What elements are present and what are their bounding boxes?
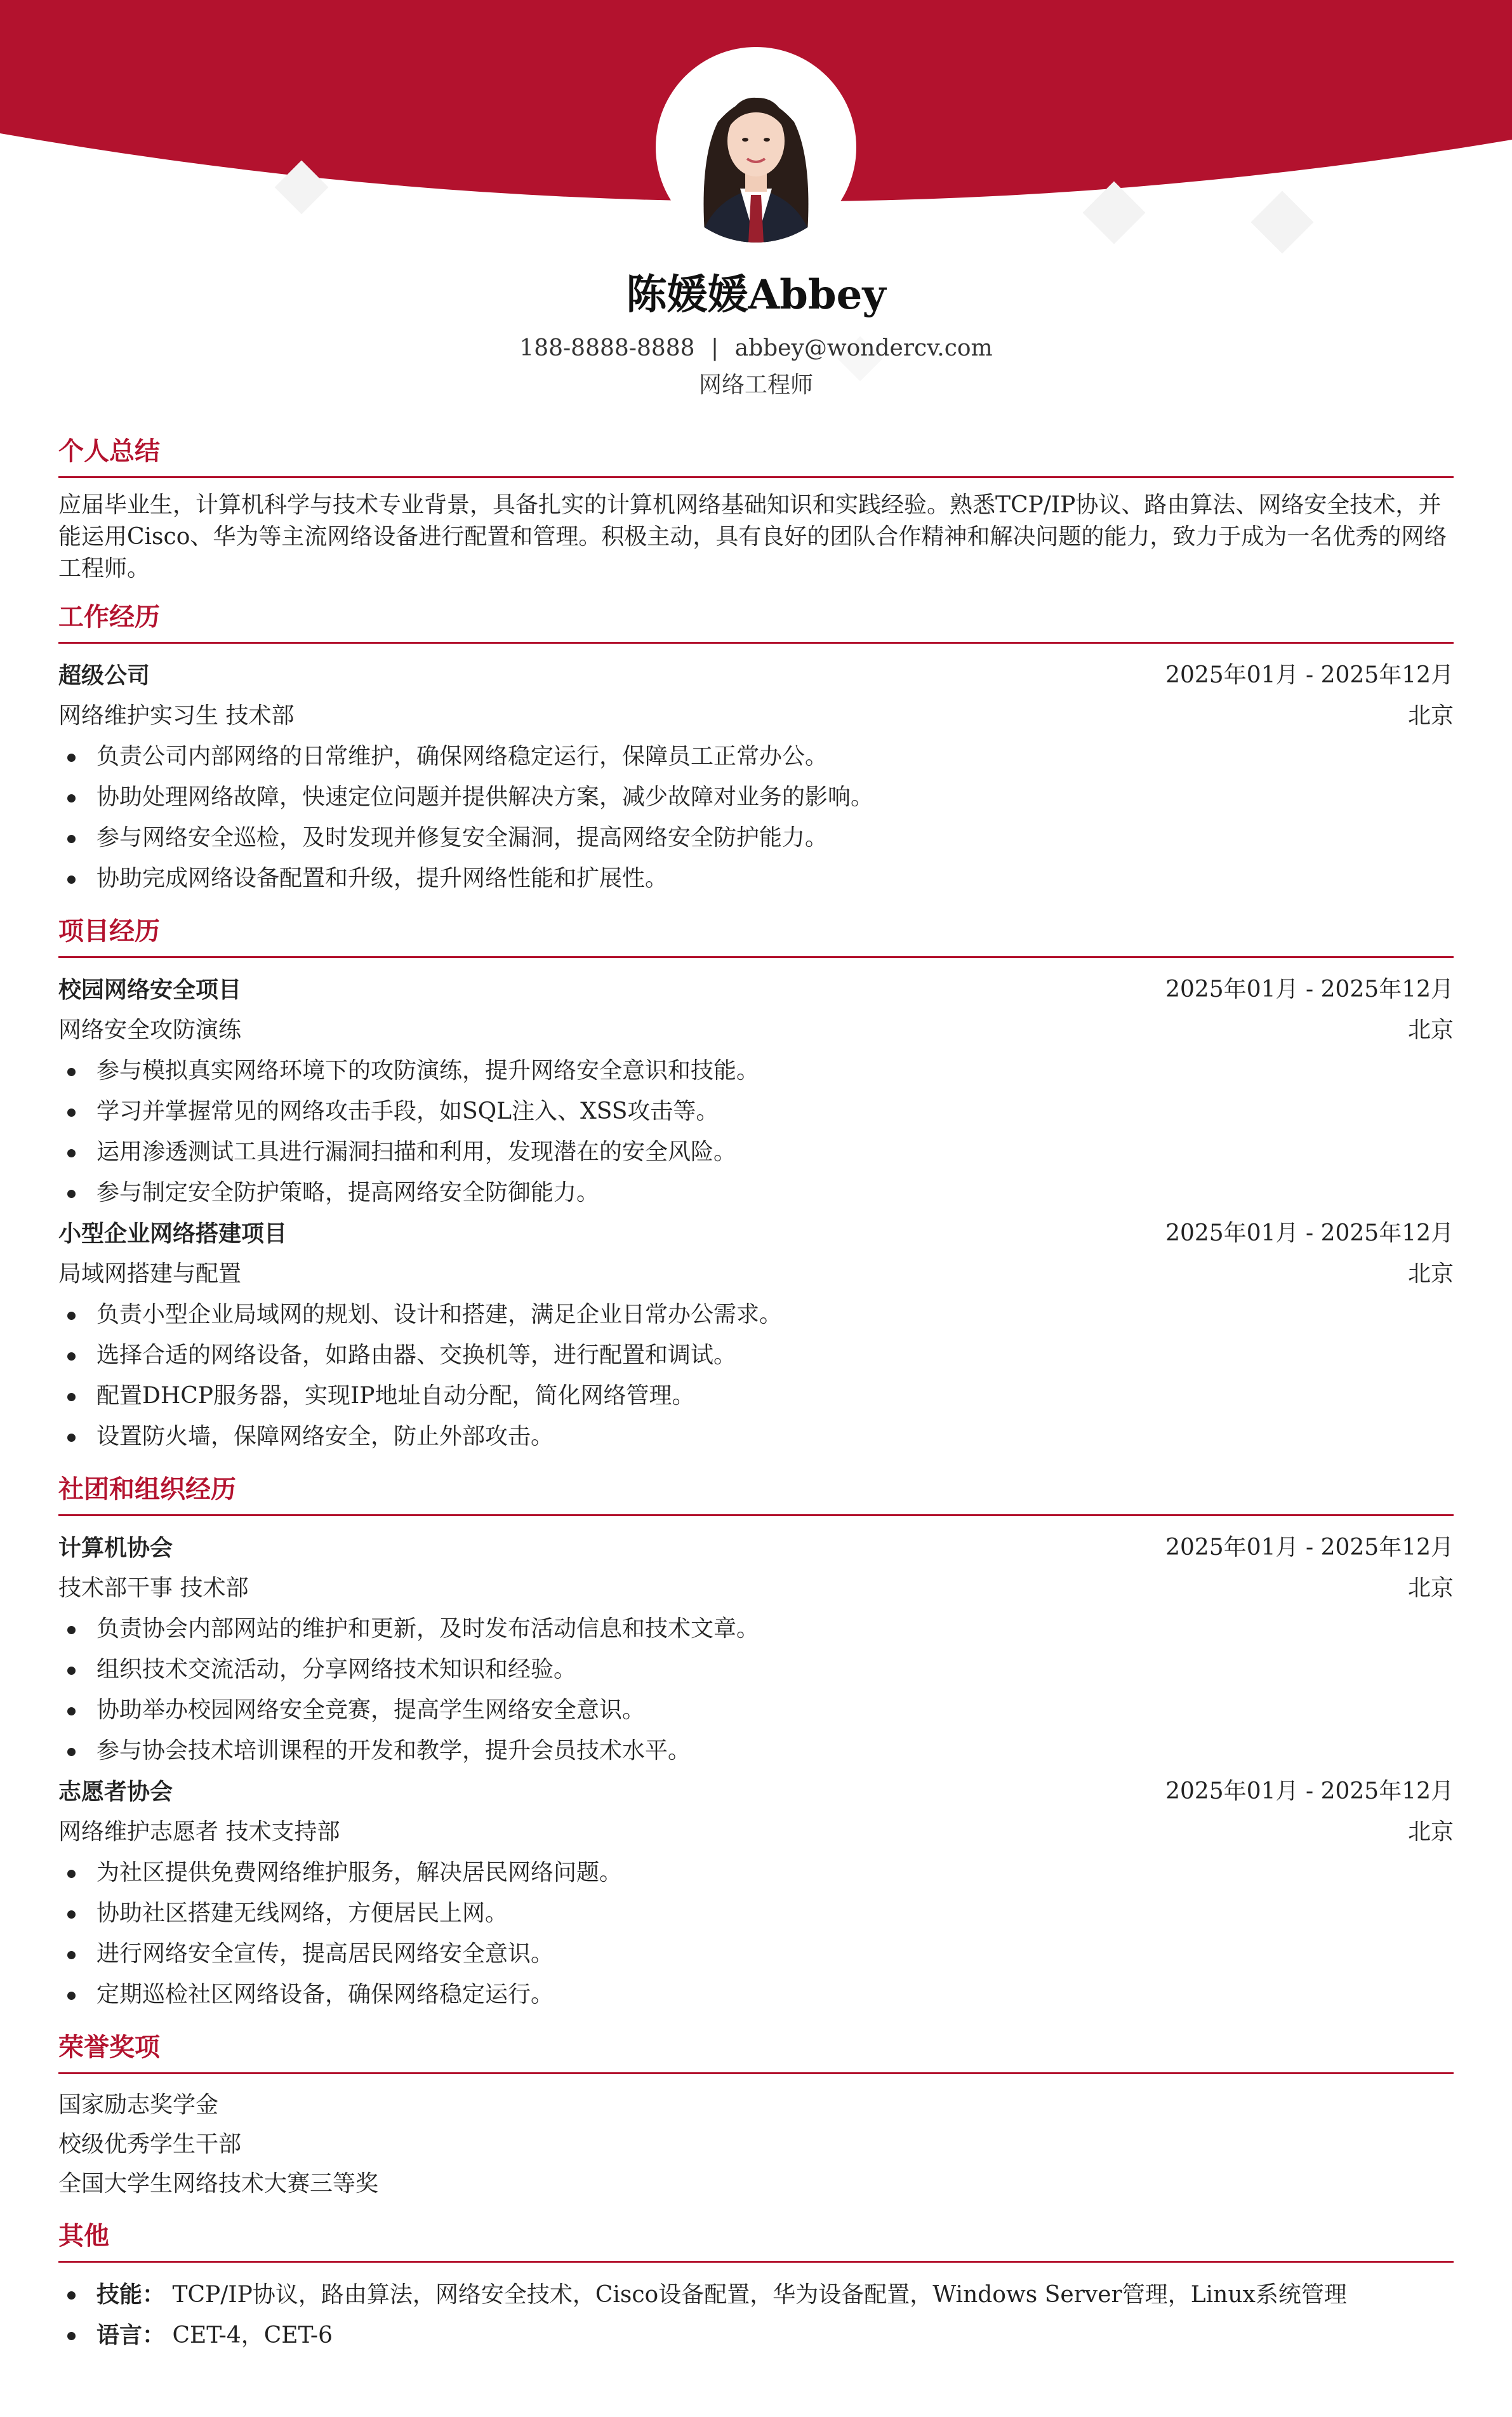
entry-location: 北京 <box>1407 1819 1454 1845</box>
project-entry <box>58 1213 1454 1457</box>
entry-subheader <box>58 1812 1454 1853</box>
club-entry <box>58 1771 1454 2015</box>
entry-role: 技术部干事 技术部 <box>58 1575 249 1601</box>
portrait-illustration <box>661 52 851 243</box>
bullet-item: 参与协会技术培训课程的开发和教学，提升会员技术水平。 <box>58 1731 1454 1771</box>
summary-text: 应届毕业生，计算机科学与技术专业背景，具备扎实的计算机网络基础知识和实践经验。熟悉TCP/IP协议、路由算法、网络安全技术，并能运用Cisco、华为等主流网络设备进行配置和管理。积极主动，具有良好的团队合作精神和解决问题的能力，致力于成为一名优秀的网络工程师。 <box>58 492 1447 582</box>
email-address: abbey@wondercv.com <box>734 335 993 361</box>
bullet-item: 为社区提供免费网络维护服务，解决居民网络问题。 <box>58 1853 1454 1893</box>
bullet-item: 配置DHCP服务器，实现IP地址自动分配，简化网络管理。 <box>58 1376 1454 1416</box>
bullet-item: 负责协会内部网站的维护和更新，及时发布活动信息和技术文章。 <box>58 1609 1454 1649</box>
entry-date: 2025年01月 - 2025年12月 <box>1165 976 1454 1002</box>
section-clubs <box>58 1462 1454 2015</box>
entry-org: 校园网络安全项目 <box>58 976 242 1003</box>
section-title: 社团和组织经历 <box>58 1462 1454 1516</box>
bullet-item: 组织技术交流活动，分享网络技术知识和经验。 <box>58 1649 1454 1690</box>
bullet-item: 设置防火墙，保障网络安全，防止外部攻击。 <box>58 1416 1454 1457</box>
skills-value: TCP/IP协议，路由算法，网络安全技术，Cisco设备配置，华为设备配置，Windows Server管理，Linux系统管理 <box>172 2282 1347 2308</box>
work-entry <box>58 655 1454 899</box>
bullet-item: 参与模拟真实网络环境下的攻防演练，提升网络安全意识和技能。 <box>58 1051 1454 1091</box>
entry-header <box>58 969 1454 1010</box>
bullet-item: 协助社区搭建无线网络，方便居民上网。 <box>58 1893 1454 1934</box>
entry-subheader <box>58 1010 1454 1051</box>
entry-role: 网络维护实习生 技术部 <box>58 703 295 729</box>
entry-org: 志愿者协会 <box>58 1778 173 1805</box>
entry-date: 2025年01月 - 2025年12月 <box>1165 1778 1454 1804</box>
languages-label: 语言： <box>96 2322 166 2348</box>
bullet-item: 选择合适的网络设备，如路由器、交换机等，进行配置和调试。 <box>58 1335 1454 1376</box>
entry-header <box>58 655 1454 696</box>
entry-org: 超级公司 <box>58 662 150 689</box>
candidate-name: 陈媛媛Abbey <box>626 271 886 319</box>
section-title: 项目经历 <box>58 904 1454 958</box>
bullet-item: 负责小型企业局域网的规划、设计和搭建，满足企业日常办公需求。 <box>58 1295 1454 1335</box>
bullet-item: 定期巡检社区网络设备，确保网络稳定运行。 <box>58 1974 1454 2015</box>
profile-photo <box>661 52 851 243</box>
section-projects <box>58 904 1454 1457</box>
bullet-item: 参与网络安全巡检，及时发现并修复安全漏洞，提高网络安全防护能力。 <box>58 818 1454 858</box>
entry-bullets <box>58 1609 1454 1771</box>
award-item: 校级优秀学生干部 <box>58 2131 242 2157</box>
other-list <box>58 2274 1454 2355</box>
section-work <box>58 590 1454 899</box>
languages-item <box>58 2315 1454 2355</box>
section-title: 工作经历 <box>58 590 1454 644</box>
entry-subheader <box>58 696 1454 736</box>
entry-bullets <box>58 1051 1454 1213</box>
entry-date: 2025年01月 - 2025年12月 <box>1165 1535 1454 1561</box>
award-item: 国家励志奖学金 <box>58 2092 219 2118</box>
club-entry <box>58 1528 1454 1771</box>
entry-location: 北京 <box>1407 1017 1454 1043</box>
section-summary <box>58 424 1454 585</box>
entry-role: 网络维护志愿者 技术支持部 <box>58 1819 340 1845</box>
section-title: 个人总结 <box>58 424 1454 478</box>
bullet-item: 学习并掌握常见的网络攻击手段，如SQL注入、XSS攻击等。 <box>58 1091 1454 1132</box>
entry-org: 计算机协会 <box>58 1535 173 1561</box>
skills-item <box>58 2274 1454 2315</box>
award-item: 全国大学生网络技术大赛三等奖 <box>58 2171 379 2197</box>
phone-number: 188-8888-8888 <box>519 335 695 361</box>
entry-location: 北京 <box>1407 1575 1454 1601</box>
entry-subheader <box>58 1568 1454 1609</box>
resume-header <box>0 260 1512 404</box>
skills-label: 技能： <box>96 2281 166 2308</box>
entry-subheader <box>58 1254 1454 1295</box>
project-entry <box>58 969 1454 1213</box>
entry-header <box>58 1771 1454 1812</box>
entry-org: 小型企业网络搭建项目 <box>58 1220 288 1247</box>
contact-separator: | <box>711 335 719 361</box>
entry-role: 网络安全攻防演练 <box>58 1017 242 1043</box>
entry-location: 北京 <box>1407 703 1454 729</box>
resume-body <box>58 424 1454 2355</box>
entry-location: 北京 <box>1407 1261 1454 1287</box>
section-title: 其他 <box>58 2209 1454 2263</box>
bullet-item: 协助完成网络设备配置和升级，提升网络性能和扩展性。 <box>58 858 1454 899</box>
section-title: 荣誉奖项 <box>58 2020 1454 2074</box>
bullet-item: 运用渗透测试工具进行漏洞扫描和利用，发现潜在的安全风险。 <box>58 1132 1454 1173</box>
entry-bullets <box>58 1295 1454 1457</box>
bullet-item: 协助举办校园网络安全竞赛，提高学生网络安全意识。 <box>58 1690 1454 1731</box>
entry-header <box>58 1213 1454 1254</box>
contact-line <box>0 330 1512 367</box>
bullet-item: 负责公司内部网络的日常维护，确保网络稳定运行，保障员工正常办公。 <box>58 736 1454 777</box>
section-awards <box>58 2020 1454 2204</box>
entry-role: 局域网搭建与配置 <box>58 1261 242 1287</box>
entry-bullets <box>58 1853 1454 2015</box>
entry-date: 2025年01月 - 2025年12月 <box>1165 1220 1454 1246</box>
section-other <box>58 2209 1454 2355</box>
entry-header <box>58 1528 1454 1568</box>
entry-bullets <box>58 736 1454 899</box>
bullet-item: 进行网络安全宣传，提高居民网络安全意识。 <box>58 1934 1454 1974</box>
job-title: 网络工程师 <box>698 372 813 398</box>
bullet-item: 参与制定安全防护策略，提高网络安全防御能力。 <box>58 1173 1454 1213</box>
languages-value: CET-4，CET-6 <box>172 2322 333 2348</box>
entry-date: 2025年01月 - 2025年12月 <box>1165 662 1454 688</box>
bullet-item: 协助处理网络故障，快速定位问题并提供解决方案，减少故障对业务的影响。 <box>58 777 1454 818</box>
